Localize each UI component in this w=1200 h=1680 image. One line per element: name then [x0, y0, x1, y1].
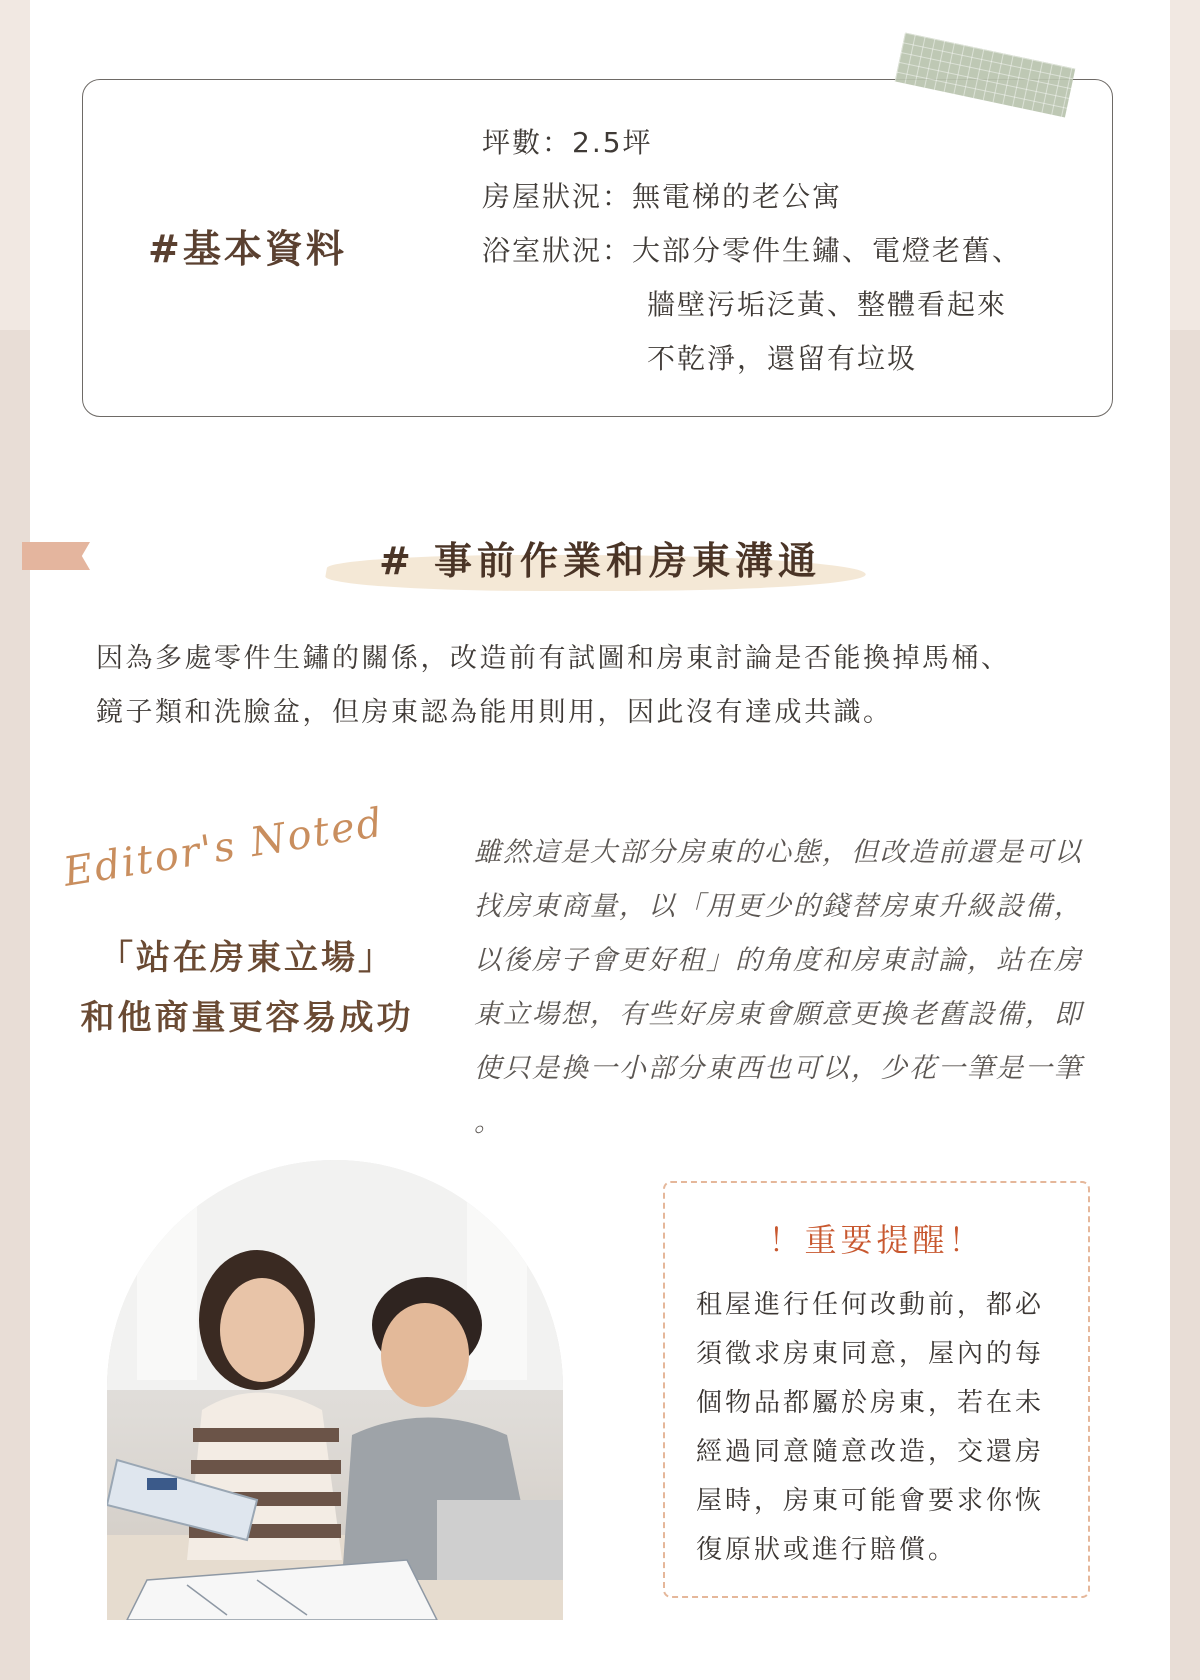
- body-line: 鏡子類和洗臉盆，但房東認為能用則用，因此沒有達成共識。: [96, 697, 893, 728]
- info-value: 2.5坪: [572, 126, 653, 159]
- reminder-title: ！重要提醒！: [768, 1221, 985, 1259]
- info-label: 坪數：: [482, 126, 573, 159]
- note-line: 找房東商量，以「用更少的錢替房東升級設備，: [474, 891, 1083, 922]
- reminder-line: 個物品都屬於房東，若在未: [696, 1388, 1045, 1418]
- right-side-band-top: [1170, 0, 1200, 330]
- section-body: [96, 632, 1126, 740]
- info-row-bathroom: [482, 224, 1022, 278]
- note-line: 以後房子會更好租」的角度和房東討論，站在房: [474, 945, 1083, 976]
- info-row-house: [482, 170, 1022, 224]
- reminder-line: 經過同意隨意改造，交還房: [696, 1437, 1045, 1467]
- editor-quote: [62, 928, 432, 1048]
- basic-info-title: #基本資料: [148, 226, 347, 271]
- reminder-line: 須徵求房東同意，屋內的每: [696, 1339, 1045, 1369]
- note-line: 。: [474, 1107, 503, 1138]
- editor-note-body: [474, 826, 1124, 1150]
- quote-line: 「站在房東立場」: [99, 938, 395, 978]
- reminder-line: 屋時，房東可能會要求你恢: [696, 1486, 1045, 1516]
- note-line: 使只是換一小部分東西也可以，少花一筆是一筆: [474, 1053, 1083, 1084]
- note-line: 雖然這是大部分房東的心態，但改造前還是可以: [474, 837, 1083, 868]
- info-continuation-line: 不乾淨，還留有垃圾: [647, 342, 918, 375]
- editor-noted-script: Editor's Noted: [60, 799, 388, 896]
- info-continuation-line: 牆壁污垢泛黃、整體看起來: [647, 288, 1008, 321]
- couple-photo-illustration: [107, 1160, 563, 1620]
- reminder-line: 租屋進行任何改動前，都必: [696, 1290, 1045, 1320]
- quote-line: 和他商量更容易成功: [80, 998, 414, 1038]
- info-label: 浴室狀況：: [482, 234, 633, 267]
- left-side-band-top: [0, 0, 30, 330]
- info-value: 大部分零件生鏽、電燈老舊、: [632, 234, 1023, 267]
- section-heading: # 事前作業和房東溝通: [378, 538, 822, 583]
- reminder-line: 復原狀或進行賠償。: [696, 1535, 958, 1565]
- info-value: 無電梯的老公寓: [632, 180, 843, 213]
- basic-info-rows: [482, 116, 1022, 386]
- info-label: 房屋狀況：: [482, 180, 633, 213]
- info-row-area: [482, 116, 1022, 170]
- reminder-body: [696, 1281, 1064, 1575]
- body-line: 因為多處零件生鏽的關係，改造前有試圖和房東討論是否能換掉馬桶、: [96, 643, 1011, 674]
- note-line: 東立場想，有些好房東會願意更換老舊設備，即: [474, 999, 1083, 1030]
- couple-photo: [107, 1160, 563, 1620]
